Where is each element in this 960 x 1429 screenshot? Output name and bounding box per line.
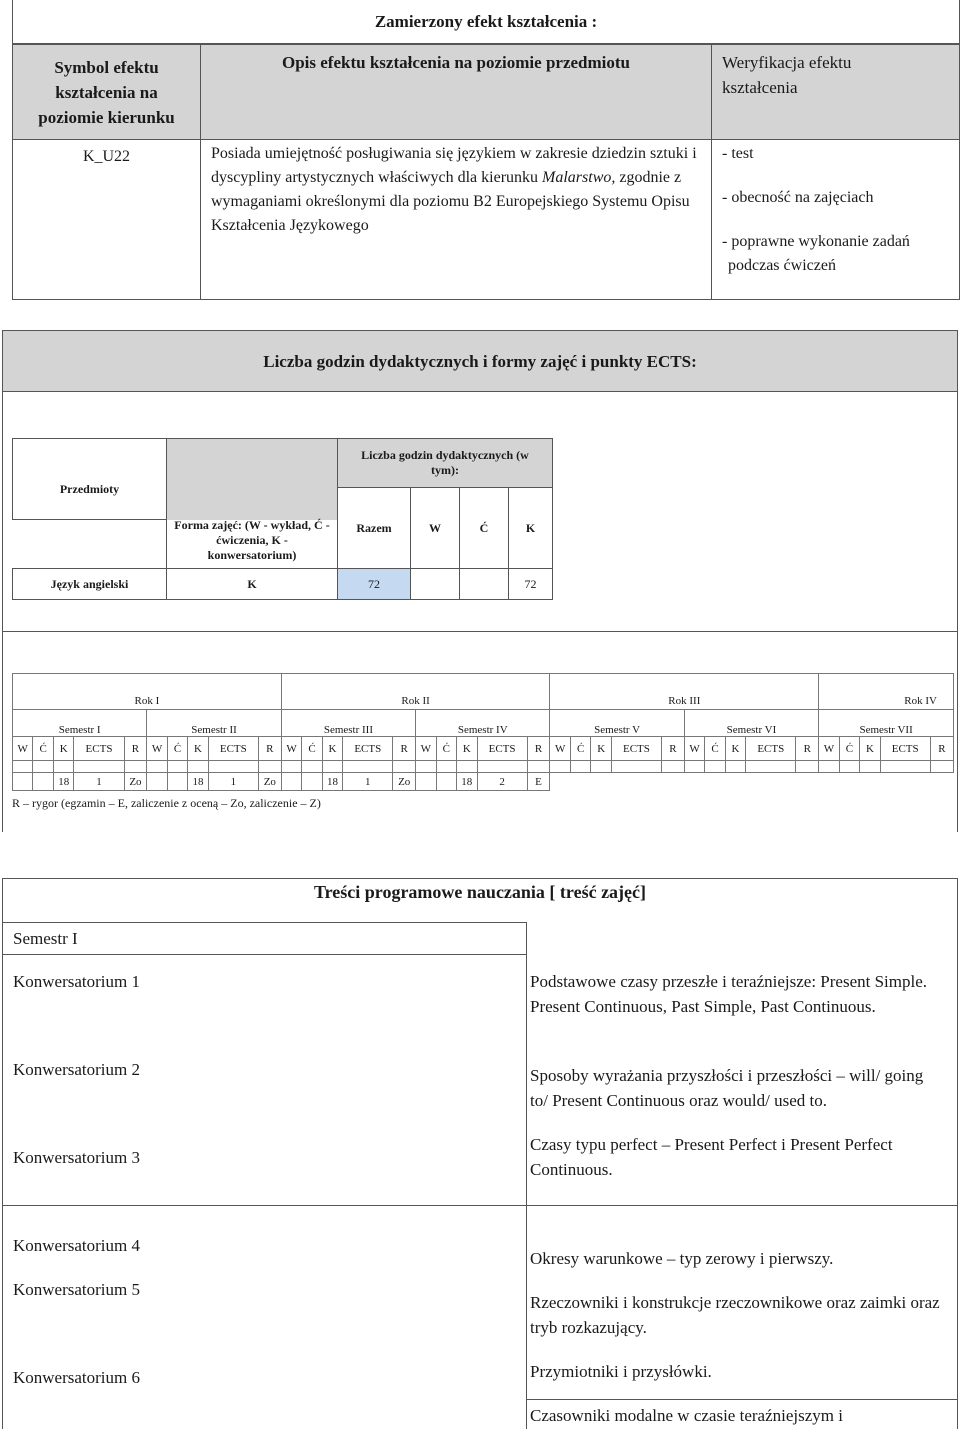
subcol-header: ECTS <box>746 737 796 761</box>
study-plan-table <box>12 673 954 791</box>
year-cell: Rok IV <box>819 674 954 710</box>
spacer-cell <box>796 761 819 773</box>
semesters-row <box>13 710 954 737</box>
semester-cell: Semestr VII <box>819 710 954 737</box>
content-item: Podstawowe czasy przeszłe i teraźniejsze: Present Simple. Present Continuous, Past Simple, Past Continuous. <box>530 972 928 1016</box>
subject-c <box>459 568 509 600</box>
plan-value-cell <box>611 773 661 791</box>
subcol-header: Ć <box>570 737 590 761</box>
plan-value-cell: 18 <box>457 773 477 791</box>
header-opis: Opis efektu kształcenia na poziomie przedmiotu <box>200 44 712 140</box>
row-symbol: K_U22 <box>12 139 201 300</box>
plan-value-cell <box>725 773 745 791</box>
semester-cell: Semestr VI <box>684 710 818 737</box>
spacer-cell <box>167 761 187 773</box>
subcol-header: W <box>819 737 839 761</box>
plan-value-cell <box>662 773 685 791</box>
plan-value-cell <box>839 773 859 791</box>
spacer-cell <box>457 761 477 773</box>
content-divider <box>526 955 527 1429</box>
plan-value-cell <box>930 773 953 791</box>
subcol-header: K <box>860 737 880 761</box>
subcol-header: R <box>930 737 953 761</box>
plan-value-cell: Zo <box>393 773 416 791</box>
spacer-cell <box>527 761 550 773</box>
verif-item: podczas ćwiczeń <box>728 257 836 274</box>
rygor-legend: R – rygor (egzamin – E, zaliczenie z oceną – Zo, zaliczenie – Z) <box>12 796 321 810</box>
spacer-row <box>13 761 954 773</box>
subcol-header: W <box>684 737 704 761</box>
content-divider-h2 <box>527 1399 958 1400</box>
spacer-cell <box>53 761 73 773</box>
subcols-row <box>13 737 954 761</box>
subcol-header: W <box>550 737 570 761</box>
plan-value-cell: 1 <box>343 773 393 791</box>
spacer-cell <box>343 761 393 773</box>
spacer-cell <box>147 761 167 773</box>
plan-value-cell <box>13 773 33 791</box>
subcol-header: ECTS <box>880 737 930 761</box>
row-opis <box>200 139 712 300</box>
plan-value-cell: 18 <box>53 773 73 791</box>
semester-cell: Semestr V <box>550 710 684 737</box>
col-razem: Razem <box>337 487 411 569</box>
subcol-header: R <box>527 737 550 761</box>
section4-title: Treści programowe nauczania [ treść zajęć] <box>313 882 647 902</box>
subcol-header: R <box>124 737 147 761</box>
plan-value-cell <box>167 773 187 791</box>
forma-header-top <box>166 438 338 520</box>
spacer-cell <box>860 761 880 773</box>
spacer-cell <box>416 761 436 773</box>
opis-text-1: Posiada umiejętność posługiwania się językiem w zakresie dziedzin sztuki i dyscypliny artystycznych właściwych dla kierunku <box>211 145 697 186</box>
konw-label: Konwersatorium 1 <box>13 972 141 991</box>
plan-value-cell <box>550 773 570 791</box>
plan-value-cell <box>281 773 301 791</box>
year-cell: Rok III <box>550 674 819 710</box>
subject-razem: 72 <box>337 568 411 600</box>
plan-value-cell <box>570 773 590 791</box>
konw-label: Konwersatorium 6 <box>13 1368 141 1387</box>
spacer-cell <box>33 761 53 773</box>
plan-value-cell <box>819 773 839 791</box>
semester-cell: Semestr I <box>13 710 147 737</box>
subcol-header: Ć <box>33 737 53 761</box>
subcol-header: ECTS <box>477 737 527 761</box>
col-k: K <box>508 487 553 569</box>
plan-value-cell <box>33 773 53 791</box>
subject-k: 72 <box>508 568 553 600</box>
spacer-cell <box>570 761 590 773</box>
year-cell: Rok II <box>281 674 550 710</box>
plan-value-cell <box>796 773 819 791</box>
konw-label: Konwersatorium 2 <box>13 1060 141 1079</box>
semester-cell: Semestr II <box>147 710 281 737</box>
subcol-header: ECTS <box>343 737 393 761</box>
plan-value-cell <box>705 773 725 791</box>
header-symbol: Symbol efektu kształcenia na poziomie kierunku <box>12 44 201 140</box>
values-row <box>13 773 954 791</box>
plan-value-cell <box>416 773 436 791</box>
subcol-header: W <box>147 737 167 761</box>
content-divider-h <box>2 1205 958 1206</box>
semester-cell-box <box>2 922 527 955</box>
opis-text-2: zgodnie z wymaganiami określonymi dla poziomu B2 Europejskiego Systemu Opisu Kształcenia Językowego <box>211 169 690 234</box>
spacer-cell <box>188 761 208 773</box>
subcol-header: K <box>322 737 342 761</box>
spacer-cell <box>302 761 322 773</box>
col-w: W <box>410 487 460 569</box>
subcol-header: W <box>13 737 33 761</box>
konw-label: Konwersatorium 4 <box>13 1236 141 1255</box>
verif-item: - poprawne wykonanie zadań <box>722 233 910 250</box>
plan-value-cell: 18 <box>188 773 208 791</box>
spacer-cell <box>705 761 725 773</box>
subcol-header: ECTS <box>611 737 661 761</box>
semester-cell: Semestr IV <box>416 710 550 737</box>
subcol-header: K <box>457 737 477 761</box>
plan-value-cell: E <box>527 773 550 791</box>
subcol-header: W <box>281 737 301 761</box>
konw-label: Konwersatorium 3 <box>13 1148 141 1167</box>
subcol-header: K <box>591 737 611 761</box>
plan-value-cell <box>860 773 880 791</box>
spacer-cell <box>746 761 796 773</box>
verif-item: - obecność na zajęciach <box>722 189 874 206</box>
plan-value-cell <box>880 773 930 791</box>
subcol-header: Ć <box>705 737 725 761</box>
col-c: Ć <box>459 487 509 569</box>
section1-title: Zamierzony efekt kształcenia : <box>12 0 960 44</box>
spacer-cell <box>550 761 570 773</box>
spacer-cell <box>436 761 456 773</box>
plan-value-cell: Zo <box>124 773 147 791</box>
subcol-header: Ć <box>302 737 322 761</box>
subcol-header: Ć <box>839 737 859 761</box>
content-item: Rzeczowniki i konstrukcje rzeczownikowe oraz zaimki oraz tryb rozkazujący. <box>530 1293 940 1337</box>
subcol-header: Ć <box>436 737 456 761</box>
spacer-cell <box>880 761 930 773</box>
plan-value-cell <box>591 773 611 791</box>
semester-label: Semestr I <box>13 929 78 948</box>
subcol-header: K <box>188 737 208 761</box>
subcol-header: R <box>393 737 416 761</box>
spacer-cell <box>258 761 281 773</box>
content-item: Czasowniki modalne w czasie teraźniejszym i <box>530 1406 843 1425</box>
subcol-header: R <box>662 737 685 761</box>
content-item: Sposoby wyrażania przyszłości i przeszłości – will/ going to/ Present Continuous oraz would/ used to. <box>530 1066 924 1110</box>
forma-header: Forma zajęć: (W - wykład, Ć - ćwiczenia, K - konwersatorium) <box>166 513 338 569</box>
subcol-header: R <box>796 737 819 761</box>
spacer-cell <box>393 761 416 773</box>
spacer-cell <box>684 761 704 773</box>
spacer-cell <box>322 761 342 773</box>
spacer-cell <box>839 761 859 773</box>
spacer-cell <box>13 761 33 773</box>
opis-italic: Malarstwo, <box>542 169 616 186</box>
plan-value-cell <box>684 773 704 791</box>
spacer-cell <box>819 761 839 773</box>
header-weryfikacja: Weryfikacja efektu kształcenia <box>711 44 960 140</box>
subcol-header: R <box>258 737 281 761</box>
plan-value-cell: Zo <box>258 773 281 791</box>
przedmioty-header: Przedmioty <box>12 438 167 520</box>
spacer-cell <box>591 761 611 773</box>
semester-cell: Semestr III <box>281 710 415 737</box>
years-row <box>13 674 954 710</box>
plan-value-cell: 18 <box>322 773 342 791</box>
konw-label: Konwersatorium 5 <box>13 1280 141 1299</box>
spacer-cell <box>281 761 301 773</box>
year-cell: Rok I <box>13 674 282 710</box>
subcol-header: Ć <box>167 737 187 761</box>
plan-value-cell <box>746 773 796 791</box>
content-item: Okresy warunkowe – typ zerowy i pierwszy. <box>530 1249 834 1268</box>
spacer-cell <box>124 761 147 773</box>
subcol-header: ECTS <box>74 737 124 761</box>
plan-value-cell <box>147 773 167 791</box>
spacer-cell <box>74 761 124 773</box>
subcol-header: K <box>53 737 73 761</box>
section2-title: Liczba godzin dydaktycznych i formy zajęć i punkty ECTS: <box>2 330 958 392</box>
subject-w <box>410 568 460 600</box>
spacer-cell <box>208 761 258 773</box>
content-item: Czasy typu perfect – Present Perfect i Present Perfect Continuous. <box>530 1135 893 1179</box>
spacer-cell <box>477 761 527 773</box>
liczba-header: Liczba godzin dydaktycznych (w tym): <box>337 438 553 488</box>
content-item: Przymiotniki i przysłówki. <box>530 1362 712 1381</box>
plan-value-cell: 1 <box>208 773 258 791</box>
plan-value-cell <box>302 773 322 791</box>
subject-forma: K <box>166 568 338 600</box>
subcol-header: K <box>725 737 745 761</box>
verif-item: - test <box>722 145 754 162</box>
subcol-header: W <box>416 737 436 761</box>
plan-value-cell: 1 <box>74 773 124 791</box>
plan-value-cell: 2 <box>477 773 527 791</box>
spacer-cell <box>930 761 953 773</box>
plan-value-cell <box>436 773 456 791</box>
spacer-cell <box>611 761 661 773</box>
subcol-header: ECTS <box>208 737 258 761</box>
row-weryfikacja <box>711 139 960 300</box>
spacer-cell <box>725 761 745 773</box>
subject-name: Język angielski <box>12 568 167 600</box>
spacer-cell <box>662 761 685 773</box>
